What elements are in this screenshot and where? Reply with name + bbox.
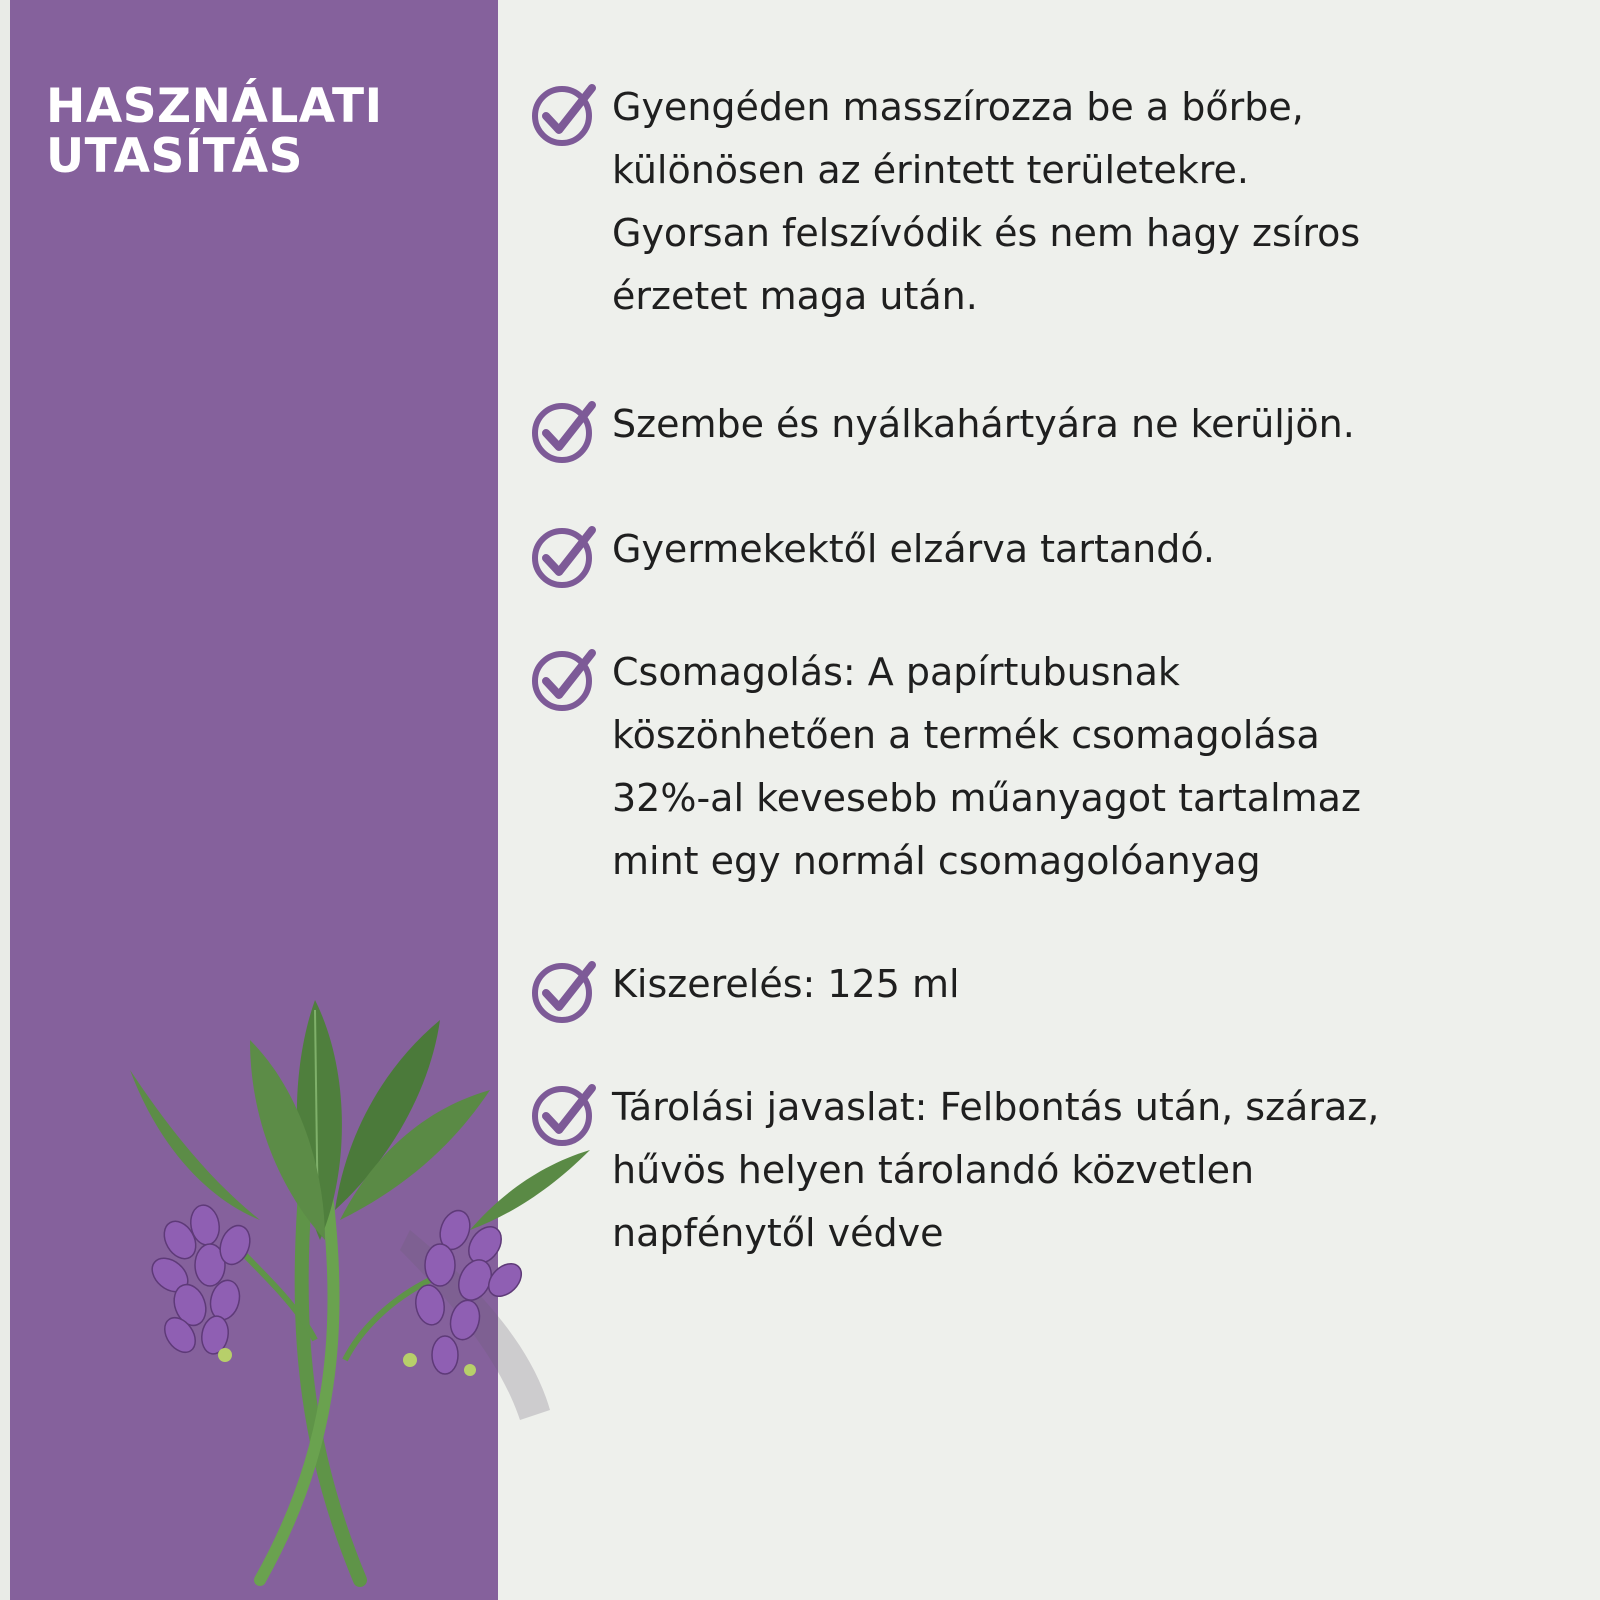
text-line: Csomagolás: A papírtubusnak [612,650,1180,694]
instruction-text [612,76,1570,328]
check-circle-icon [530,395,600,465]
instruction-text [612,518,1570,581]
text-line: napfénytől védve [612,1211,944,1255]
text-line: hűvös helyen tárolandó közvetlen [612,1148,1255,1192]
text-line: mint egy normál csomagolóanyag [612,839,1261,883]
text-line: Gyermekektől elzárva tartandó. [612,527,1215,571]
text-line: érzetet maga után. [612,274,978,318]
instruction-item [530,393,1570,456]
text-line: Tárolási javaslat: Felbontás után, száraz, [612,1085,1380,1129]
instruction-item [530,1076,1570,1265]
text-line: különösen az érintett területekre. [612,148,1249,192]
check-circle-icon [530,78,600,148]
instruction-item [530,641,1570,893]
text-line: Gyengéden masszírozza be a bőrbe, [612,85,1304,129]
instruction-item [530,518,1570,581]
check-circle-icon [530,520,600,590]
instruction-text [612,393,1570,456]
instruction-item [530,953,1570,1016]
instruction-item [530,76,1570,328]
instruction-text [612,953,1570,1016]
text-line: Szembe és nyálkahártyára ne kerüljön. [612,402,1355,446]
check-circle-icon [530,955,600,1025]
text-line: Kiszerelés: 125 ml [612,962,960,1006]
check-circle-icon [530,1078,600,1148]
instruction-list [530,76,1570,1265]
text-line: 32%-al kevesebb műanyagot tartalmaz [612,776,1361,820]
instruction-text [612,641,1570,893]
text-line: köszönhetően a termék csomagolása [612,713,1320,757]
left-edge-strip [0,0,10,1600]
title-line-2: UTASÍTÁS [46,129,303,184]
check-circle-icon [530,643,600,713]
title-line-1: HASZNÁLATI [46,79,383,134]
instruction-text [612,1076,1570,1265]
page-title [46,79,383,184]
text-line: Gyorsan felszívódik és nem hagy zsíros [612,211,1361,255]
